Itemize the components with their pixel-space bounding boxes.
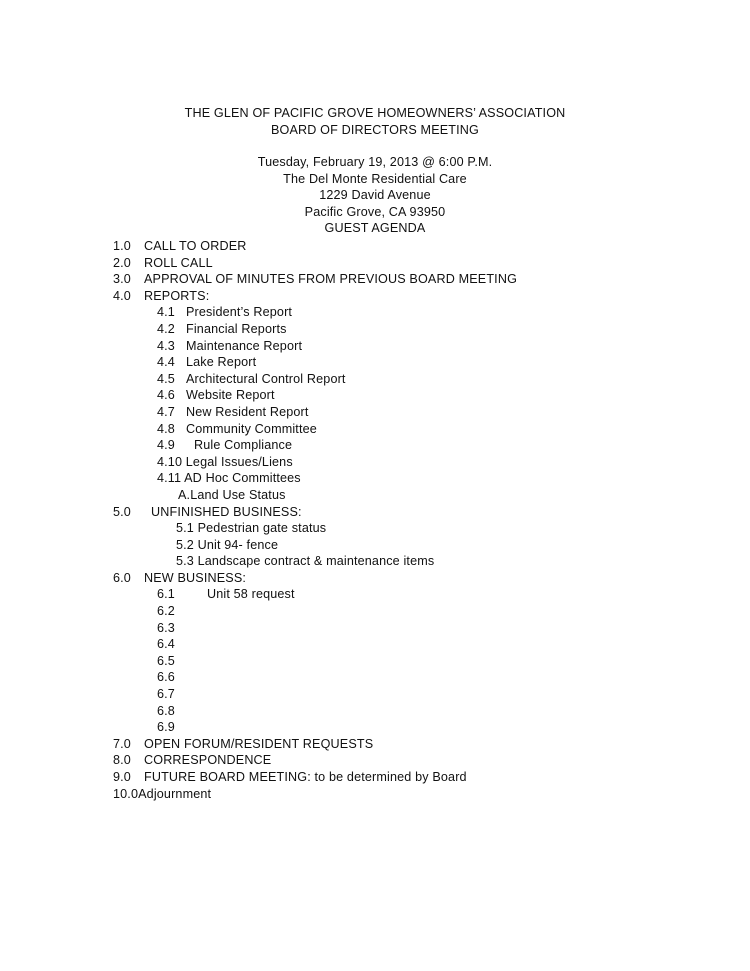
meeting-venue: The Del Monte Residential Care [283, 171, 467, 186]
agenda-item [0, 271, 750, 288]
subitem-line: 5.2 Unit 94- fence [176, 537, 279, 552]
subitem-text: Rule Compliance [194, 438, 293, 453]
agenda-subitem [0, 371, 750, 388]
agenda-type: GUEST AGENDA [324, 221, 426, 236]
agenda-item [0, 570, 750, 587]
item-text: NEW BUSINESS: [144, 570, 247, 585]
meeting-street: 1229 David Avenue [319, 188, 431, 203]
item-number: 5.0 [113, 504, 131, 519]
item-number: 6.0 [113, 570, 131, 585]
subitem-number: 6.8 [157, 703, 175, 718]
agenda-subitem [0, 387, 750, 404]
meeting-details [0, 154, 750, 237]
agenda-subitem [0, 636, 750, 653]
document-header [0, 105, 750, 138]
item-number: 3.0 [113, 272, 131, 287]
agenda-item [0, 736, 750, 753]
item-number: 8.0 [113, 753, 131, 768]
subitem-number: 6.6 [157, 670, 175, 685]
agenda-subitem [0, 603, 750, 620]
item-number: 7.0 [113, 736, 131, 751]
subitem-line: 5.3 Landscape contract & maintenance items [176, 554, 435, 569]
subitem-text: New Resident Report [186, 404, 309, 419]
agenda-subitem [0, 354, 750, 371]
item-text: REPORTS: [144, 288, 210, 303]
agenda-subitem [0, 620, 750, 637]
org-name: THE GLEN OF PACIFIC GROVE HOMEOWNERS’ ASSOCIATION [184, 106, 566, 120]
item-text: CORRESPONDENCE [144, 753, 272, 768]
subsubitem-line: A.Land Use Status [178, 487, 286, 502]
item-text: UNFINISHED BUSINESS: [151, 504, 302, 519]
subitem-number: 4.7 [157, 404, 175, 419]
agenda-subitem [0, 586, 750, 603]
item-number: 1.0 [113, 239, 131, 253]
agenda-subitem [0, 719, 750, 736]
subitem-number: 4.3 [157, 338, 175, 353]
subitem-text: Architectural Control Report [186, 371, 346, 386]
item-number: 2.0 [113, 255, 131, 270]
item-text: APPROVAL OF MINUTES FROM PREVIOUS BOARD MEETING [144, 272, 518, 287]
agenda-subitem [0, 669, 750, 686]
meeting-city: Pacific Grove, CA 93950 [304, 204, 446, 219]
item-number: 4.0 [113, 288, 131, 303]
meeting-title: BOARD OF DIRECTORS MEETING [271, 122, 479, 137]
agenda-item [0, 786, 750, 803]
subitem-number: 4.8 [157, 421, 175, 436]
subitem-number: 4.5 [157, 371, 175, 386]
subitem-number: 6.5 [157, 653, 175, 668]
item-text: CALL TO ORDER [144, 239, 247, 253]
subitem-text: Community Committee [186, 421, 317, 436]
agenda-subitem [0, 686, 750, 703]
agenda-subitem [0, 421, 750, 438]
agenda-item [0, 504, 750, 521]
agenda-subitem [0, 304, 750, 321]
subitem-text: Financial Reports [186, 321, 287, 336]
agenda-subitem [0, 338, 750, 355]
subitem-number: 6.2 [157, 604, 175, 619]
subitem-line: 4.10 Legal Issues/Liens [157, 454, 293, 469]
subitem-number: 4.4 [157, 355, 175, 370]
agenda-item [0, 769, 750, 786]
subitem-number: 4.2 [157, 321, 175, 336]
subitem-text: Maintenance Report [186, 338, 303, 353]
agenda-subitem [0, 553, 750, 570]
agenda-subitem [0, 520, 750, 537]
subitem-text: Unit 58 request [207, 587, 295, 602]
subitem-line: 5.1 Pedestrian gate status [176, 521, 327, 536]
agenda-item [0, 288, 750, 305]
agenda-subsubitem [0, 487, 750, 504]
agenda-subitem [0, 321, 750, 338]
subitem-number: 6.9 [157, 720, 175, 735]
subitem-number: 6.1 [157, 587, 175, 602]
subitem-number: 6.7 [157, 687, 175, 702]
subitem-text: Lake Report [186, 355, 257, 370]
subitem-text: Website Report [186, 388, 275, 403]
agenda-subitem [0, 470, 750, 487]
subitem-text: President’s Report [186, 305, 293, 320]
subitem-number: 6.4 [157, 637, 175, 652]
agenda-subitem [0, 537, 750, 554]
subitem-number: 4.6 [157, 388, 175, 403]
subitem-line: 4.11 AD Hoc Committees [157, 471, 301, 486]
item-line: 10.0Adjournment [113, 786, 212, 801]
agenda-list [0, 238, 750, 802]
agenda-item [0, 752, 750, 769]
agenda-subitem [0, 404, 750, 421]
agenda-item [0, 255, 750, 272]
subitem-number: 4.9 [157, 438, 175, 453]
item-text: ROLL CALL [144, 255, 213, 270]
meeting-date: Tuesday, February 19, 2013 @ 6:00 P.M. [257, 155, 493, 169]
item-number: 9.0 [113, 770, 131, 784]
item-text: FUTURE BOARD MEETING: to be determined by Board [144, 770, 467, 784]
subitem-number: 4.1 [157, 305, 175, 320]
agenda-item [0, 238, 750, 255]
subitem-number: 6.3 [157, 620, 175, 635]
agenda-subitem [0, 437, 750, 454]
agenda-subitem [0, 703, 750, 720]
agenda-subitem [0, 454, 750, 471]
item-text: OPEN FORUM/RESIDENT REQUESTS [144, 736, 374, 751]
agenda-subitem [0, 653, 750, 670]
